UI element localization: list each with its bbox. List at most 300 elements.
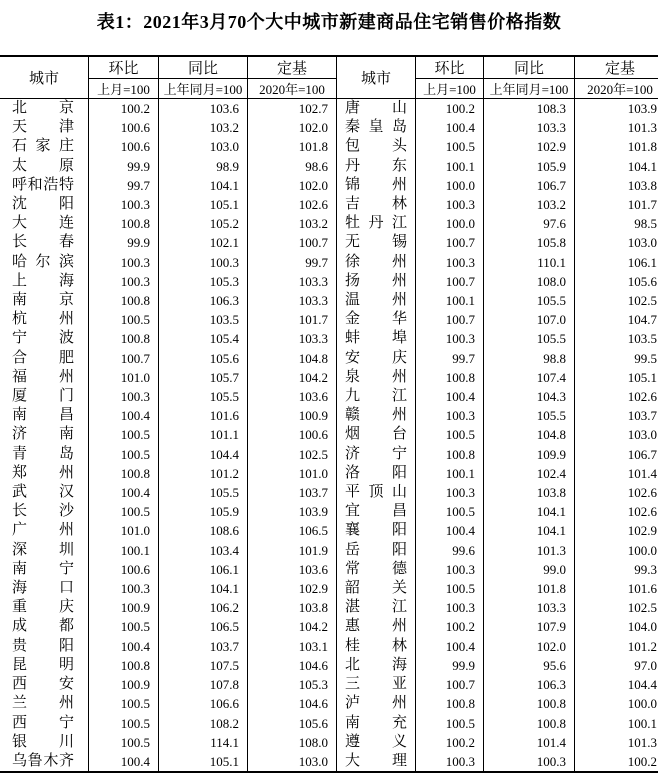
- base-value-cell: 101.7: [248, 310, 337, 329]
- base-value-cell: 106.1: [627, 254, 657, 270]
- city-name: 无锡: [345, 234, 407, 251]
- base-value-cell: 108.0: [248, 733, 337, 752]
- city-cell: [0, 195, 89, 214]
- table-row: [0, 253, 658, 272]
- yoy-value-cell: 103.6: [159, 99, 248, 119]
- mom-value-cell: 100.0: [416, 214, 484, 233]
- mom-value-cell: 100.7: [416, 310, 484, 329]
- base-value-cell: 105.3: [248, 675, 337, 694]
- mom-value-cell: 100.8: [416, 445, 484, 464]
- table-row: [0, 694, 658, 713]
- city-cell: [0, 349, 89, 368]
- city-name: 银川: [12, 733, 74, 750]
- yoy-value-cell: 101.6: [159, 406, 248, 425]
- base-value-cell: 103.0: [627, 235, 657, 251]
- city-cell: [0, 637, 89, 656]
- city-name: 石家庄: [12, 138, 74, 155]
- header-city-right: 城市: [337, 56, 416, 99]
- city-name: 蚌埠: [345, 330, 407, 347]
- city-name: 宜昌: [345, 503, 407, 520]
- yoy-value-cell: 108.2: [159, 714, 248, 733]
- city-name: 韶关: [345, 580, 407, 597]
- base-value-cell: 103.0: [627, 427, 657, 443]
- city-name: 宁波: [12, 330, 74, 347]
- city-cell: [337, 579, 416, 598]
- base-value-cell: 103.8: [248, 598, 337, 617]
- mom-value-cell: 100.8: [416, 368, 484, 387]
- yoy-value-cell: 105.5: [159, 387, 248, 406]
- mom-value-cell: 100.8: [89, 464, 159, 483]
- mom-value-cell: 100.5: [89, 310, 159, 329]
- city-name: 泸州: [345, 695, 407, 712]
- table-row: [0, 406, 658, 425]
- base-value-cell: 105.1: [627, 369, 657, 385]
- city-name: 南宁: [12, 560, 74, 577]
- city-cell: [0, 310, 89, 329]
- city-name: 大连: [12, 215, 74, 232]
- yoy-value-cell: 104.1: [159, 176, 248, 195]
- base-value-cell: 102.5: [627, 600, 657, 616]
- mom-value-cell: 99.7: [416, 349, 484, 368]
- city-name: 北海: [345, 656, 407, 673]
- table-row: [0, 310, 658, 329]
- city-cell: [0, 733, 89, 752]
- mom-value-cell: 100.8: [89, 656, 159, 675]
- city-cell: [0, 329, 89, 348]
- city-name: 武汉: [12, 484, 74, 501]
- base-value-cell: 101.4: [627, 465, 657, 481]
- base-value-cell: 98.6: [248, 157, 337, 176]
- mom-value-cell: 100.4: [89, 752, 159, 772]
- base-value-cell: 100.0: [627, 696, 657, 712]
- city-cell: [0, 137, 89, 156]
- table-row: [0, 502, 658, 521]
- mom-value-cell: 100.2: [89, 99, 159, 119]
- subheader-base-left: 2020年=100: [248, 79, 337, 99]
- base-value-cell: 101.7: [627, 197, 657, 213]
- yoy-value-cell: 105.1: [159, 195, 248, 214]
- table-row: [0, 617, 658, 636]
- city-name: 九江: [345, 388, 407, 405]
- base-value-cell: 100.2: [627, 753, 657, 769]
- city-cell: [0, 579, 89, 598]
- table-row: [0, 176, 658, 195]
- city-name: 洛阳: [345, 464, 407, 481]
- base-value-cell: 103.9: [627, 101, 657, 116]
- base-value-cell: 103.6: [248, 387, 337, 406]
- city-cell: [0, 406, 89, 425]
- base-value-cell: 100.6: [248, 425, 337, 444]
- city-name: 遵义: [345, 733, 407, 750]
- city-name: 北京: [12, 100, 74, 116]
- mom-value-cell: 100.2: [416, 733, 484, 752]
- table-row: [0, 137, 658, 156]
- city-name: 重庆: [12, 599, 74, 616]
- city-cell: [0, 118, 89, 137]
- header-row-1: [0, 56, 658, 79]
- yoy-value-cell: 103.2: [484, 195, 575, 214]
- mom-value-cell: 100.7: [89, 349, 159, 368]
- city-cell: [337, 291, 416, 310]
- city-name: 长沙: [12, 503, 74, 520]
- yoy-value-cell: 105.6: [159, 349, 248, 368]
- yoy-value-cell: 103.4: [159, 541, 248, 560]
- yoy-value-cell: 107.5: [159, 656, 248, 675]
- city-cell: [0, 521, 89, 540]
- city-cell: [337, 752, 416, 772]
- city-name: 上海: [12, 272, 74, 289]
- mom-value-cell: 100.5: [89, 425, 159, 444]
- mom-value-cell: 100.5: [416, 714, 484, 733]
- city-cell: [0, 425, 89, 444]
- table-row: [0, 425, 658, 444]
- city-cell: [337, 99, 416, 119]
- mom-value-cell: 100.4: [89, 483, 159, 502]
- yoy-value-cell: 104.8: [484, 425, 575, 444]
- yoy-value-cell: 103.8: [484, 483, 575, 502]
- base-value-cell: 103.7: [248, 483, 337, 502]
- table-row: [0, 714, 658, 733]
- base-value-cell: 97.0: [634, 657, 657, 673]
- mom-value-cell: 100.4: [416, 521, 484, 540]
- mom-value-cell: 100.0: [416, 176, 484, 195]
- base-value-cell: 101.3: [627, 734, 657, 750]
- mom-value-cell: 100.4: [89, 637, 159, 656]
- yoy-value-cell: 104.3: [484, 387, 575, 406]
- base-value-cell: 98.5: [634, 216, 657, 232]
- city-name: 乌鲁木齐: [12, 752, 74, 769]
- base-value-cell: 104.7: [627, 312, 657, 328]
- header-city-left: 城市: [0, 56, 89, 99]
- city-name: 岳阳: [345, 541, 407, 558]
- mom-value-cell: 100.6: [89, 560, 159, 579]
- yoy-value-cell: 106.7: [484, 176, 575, 195]
- city-cell: [0, 656, 89, 675]
- yoy-value-cell: 105.4: [159, 329, 248, 348]
- city-name: 泉州: [345, 368, 407, 385]
- city-cell: [0, 368, 89, 387]
- mom-value-cell: 100.8: [89, 214, 159, 233]
- mom-value-cell: 100.5: [416, 137, 484, 156]
- city-cell: [337, 694, 416, 713]
- table-row: [0, 157, 658, 176]
- mom-value-cell: 100.5: [416, 579, 484, 598]
- yoy-value-cell: 106.3: [484, 675, 575, 694]
- base-value-cell: 101.8: [627, 139, 657, 155]
- yoy-value-cell: 107.9: [484, 617, 575, 636]
- base-value-cell: 102.6: [627, 485, 657, 501]
- mom-value-cell: 100.3: [89, 195, 159, 214]
- city-cell: [0, 387, 89, 406]
- mom-value-cell: 100.5: [89, 445, 159, 464]
- mom-value-cell: 100.6: [89, 137, 159, 156]
- city-cell: [0, 291, 89, 310]
- city-name: 常德: [345, 560, 407, 577]
- city-cell: [0, 157, 89, 176]
- city-cell: [337, 502, 416, 521]
- city-name: 济南: [12, 426, 74, 443]
- table-row: [0, 387, 658, 406]
- yoy-value-cell: 105.5: [484, 291, 575, 310]
- mom-value-cell: 100.3: [416, 195, 484, 214]
- table-row: [0, 598, 658, 617]
- city-cell: [0, 233, 89, 252]
- table-row: [0, 541, 658, 560]
- mom-value-cell: 101.0: [89, 521, 159, 540]
- mom-value-cell: 100.3: [416, 483, 484, 502]
- base-value-cell: 102.5: [627, 293, 657, 309]
- mom-value-cell: 100.5: [89, 733, 159, 752]
- base-value-cell: 100.1: [627, 715, 657, 731]
- city-cell: [337, 521, 416, 540]
- city-cell: [337, 368, 416, 387]
- city-cell: [0, 272, 89, 291]
- table-row: [0, 445, 658, 464]
- table-row: [0, 464, 658, 483]
- mom-value-cell: 100.7: [416, 675, 484, 694]
- city-cell: [0, 176, 89, 195]
- mom-value-cell: 100.7: [416, 233, 484, 252]
- city-cell: [337, 310, 416, 329]
- subheader-base-right: 2020年=100: [575, 79, 658, 99]
- base-value-cell: 105.6: [248, 714, 337, 733]
- city-name: 三亚: [345, 676, 407, 693]
- mom-value-cell: 100.5: [89, 617, 159, 636]
- mom-value-cell: 100.3: [416, 598, 484, 617]
- yoy-value-cell: 101.4: [484, 733, 575, 752]
- yoy-value-cell: 114.1: [159, 733, 248, 752]
- city-name: 南充: [345, 714, 407, 731]
- header-mom-right: 环比: [416, 56, 484, 79]
- city-cell: [0, 445, 89, 464]
- base-value-cell: 101.6: [627, 581, 657, 597]
- base-value-cell: 100.7: [248, 233, 337, 252]
- city-cell: [337, 387, 416, 406]
- city-name: 济宁: [345, 445, 407, 462]
- city-name: 大理: [345, 752, 407, 769]
- yoy-value-cell: 103.3: [484, 118, 575, 137]
- mom-value-cell: 100.7: [416, 272, 484, 291]
- base-value-cell: 104.6: [248, 656, 337, 675]
- mom-value-cell: 100.9: [89, 675, 159, 694]
- city-name: 烟台: [345, 426, 407, 443]
- city-name: 广州: [12, 522, 74, 539]
- mom-value-cell: 100.5: [416, 425, 484, 444]
- city-cell: [337, 637, 416, 656]
- mom-value-cell: 100.3: [416, 752, 484, 772]
- yoy-value-cell: 109.9: [484, 445, 575, 464]
- yoy-value-cell: 106.2: [159, 598, 248, 617]
- base-value-cell: 103.7: [627, 408, 657, 424]
- city-name: 贵阳: [12, 637, 74, 654]
- yoy-value-cell: 101.8: [484, 579, 575, 598]
- base-value-cell: 103.8: [627, 177, 657, 193]
- yoy-value-cell: 108.0: [484, 272, 575, 291]
- mom-value-cell: 100.8: [89, 329, 159, 348]
- city-cell: [337, 714, 416, 733]
- city-name: 南昌: [12, 407, 74, 424]
- yoy-value-cell: 97.6: [484, 214, 575, 233]
- city-cell: [337, 560, 416, 579]
- yoy-value-cell: 104.1: [484, 521, 575, 540]
- price-index-table: [0, 55, 658, 773]
- yoy-value-cell: 101.2: [159, 464, 248, 483]
- city-cell: [0, 464, 89, 483]
- mom-value-cell: 100.1: [416, 157, 484, 176]
- base-value-cell: 104.4: [627, 677, 657, 693]
- city-name: 成都: [12, 618, 74, 635]
- city-cell: [337, 253, 416, 272]
- yoy-value-cell: 105.9: [159, 502, 248, 521]
- city-name: 锦州: [345, 176, 407, 193]
- yoy-value-cell: 107.8: [159, 675, 248, 694]
- city-name: 徐州: [345, 253, 407, 270]
- yoy-value-cell: 107.4: [484, 368, 575, 387]
- base-value-cell: 99.7: [248, 253, 337, 272]
- yoy-value-cell: 103.2: [159, 118, 248, 137]
- yoy-value-cell: 100.8: [484, 694, 575, 713]
- yoy-value-cell: 106.1: [159, 560, 248, 579]
- base-value-cell: 102.9: [627, 523, 657, 539]
- yoy-value-cell: 105.5: [484, 406, 575, 425]
- mom-value-cell: 99.9: [89, 157, 159, 176]
- base-value-cell: 102.0: [248, 176, 337, 195]
- base-value-cell: 102.5: [248, 445, 337, 464]
- table-row: [0, 195, 658, 214]
- base-value-cell: 103.9: [248, 502, 337, 521]
- page-title: 表1：2021年3月70个大中城市新建商品住宅销售价格指数: [96, 12, 562, 32]
- base-value-cell: 103.0: [248, 752, 337, 772]
- city-cell: [0, 560, 89, 579]
- city-name: 哈尔滨: [12, 253, 74, 270]
- base-value-cell: 103.3: [248, 329, 337, 348]
- table-row: [0, 233, 658, 252]
- subheader-yoy-right: 上年同月=100: [484, 79, 575, 99]
- table-row: [0, 675, 658, 694]
- city-cell: [0, 483, 89, 502]
- yoy-value-cell: 105.9: [484, 157, 575, 176]
- city-name: 秦皇岛: [345, 119, 407, 136]
- mom-value-cell: 100.2: [416, 99, 484, 119]
- table-row: [0, 329, 658, 348]
- yoy-value-cell: 95.6: [484, 656, 575, 675]
- city-cell: [0, 541, 89, 560]
- table-row: [0, 291, 658, 310]
- city-name: 兰州: [12, 695, 74, 712]
- mom-value-cell: 100.3: [89, 272, 159, 291]
- city-name: 桂林: [345, 637, 407, 654]
- city-name: 温州: [345, 292, 407, 309]
- mom-value-cell: 100.5: [89, 694, 159, 713]
- header-row-2: [0, 79, 658, 99]
- base-value-cell: 103.5: [627, 331, 657, 347]
- base-value-cell: 100.0: [627, 542, 657, 558]
- city-cell: [337, 483, 416, 502]
- table-row: [0, 521, 658, 540]
- mom-value-cell: 100.1: [416, 291, 484, 310]
- base-value-cell: 101.9: [248, 541, 337, 560]
- city-name: 沈阳: [12, 196, 74, 213]
- header-yoy-right: 同比: [484, 56, 575, 79]
- table-row: [0, 560, 658, 579]
- base-value-cell: 102.0: [248, 118, 337, 137]
- city-name: 安庆: [345, 349, 407, 366]
- city-cell: [337, 233, 416, 252]
- city-cell: [337, 406, 416, 425]
- city-name: 厦门: [12, 388, 74, 405]
- city-cell: [337, 733, 416, 752]
- city-cell: [0, 694, 89, 713]
- city-name: 杭州: [12, 311, 74, 328]
- city-cell: [0, 714, 89, 733]
- base-value-cell: 100.9: [248, 406, 337, 425]
- yoy-value-cell: 105.5: [159, 483, 248, 502]
- mom-value-cell: 100.5: [89, 502, 159, 521]
- yoy-value-cell: 105.2: [159, 214, 248, 233]
- city-cell: [337, 675, 416, 694]
- city-name: 南京: [12, 292, 74, 309]
- subheader-mom-left: 上月=100: [89, 79, 159, 99]
- city-name: 扬州: [345, 272, 407, 289]
- table-row: [0, 349, 658, 368]
- city-cell: [0, 253, 89, 272]
- base-value-cell: 104.2: [248, 368, 337, 387]
- base-value-cell: 101.8: [248, 137, 337, 156]
- city-cell: [337, 349, 416, 368]
- yoy-value-cell: 100.3: [159, 253, 248, 272]
- mom-value-cell: 99.9: [89, 233, 159, 252]
- yoy-value-cell: 101.3: [484, 541, 575, 560]
- base-value-cell: 103.3: [248, 272, 337, 291]
- city-cell: [337, 137, 416, 156]
- mom-value-cell: 100.4: [416, 118, 484, 137]
- yoy-value-cell: 106.6: [159, 694, 248, 713]
- yoy-value-cell: 105.8: [484, 233, 575, 252]
- yoy-value-cell: 98.8: [484, 349, 575, 368]
- table-row: [0, 733, 658, 752]
- city-name: 呼和浩特: [12, 176, 74, 193]
- yoy-value-cell: 104.1: [484, 502, 575, 521]
- city-name: 唐山: [345, 100, 407, 116]
- base-value-cell: 104.8: [248, 349, 337, 368]
- base-value-cell: 105.6: [627, 273, 657, 289]
- city-cell: [0, 617, 89, 636]
- subheader-yoy-left: 上年同月=100: [159, 79, 248, 99]
- city-name: 长春: [12, 234, 74, 251]
- yoy-value-cell: 99.0: [484, 560, 575, 579]
- city-name: 吉林: [345, 196, 407, 213]
- city-name: 湛江: [345, 599, 407, 616]
- city-cell: [337, 445, 416, 464]
- city-cell: [0, 675, 89, 694]
- table-row: [0, 272, 658, 291]
- mom-value-cell: 99.6: [416, 541, 484, 560]
- yoy-value-cell: 110.1: [484, 253, 575, 272]
- city-cell: [337, 598, 416, 617]
- yoy-value-cell: 103.7: [159, 637, 248, 656]
- mom-value-cell: 100.2: [416, 617, 484, 636]
- mom-value-cell: 100.3: [416, 406, 484, 425]
- yoy-value-cell: 101.1: [159, 425, 248, 444]
- city-cell: [337, 195, 416, 214]
- yoy-value-cell: 105.7: [159, 368, 248, 387]
- base-value-cell: 102.6: [248, 195, 337, 214]
- mom-value-cell: 100.3: [416, 560, 484, 579]
- base-value-cell: 103.2: [248, 214, 337, 233]
- city-name: 包头: [345, 138, 407, 155]
- yoy-value-cell: 104.4: [159, 445, 248, 464]
- yoy-value-cell: 108.3: [484, 99, 575, 119]
